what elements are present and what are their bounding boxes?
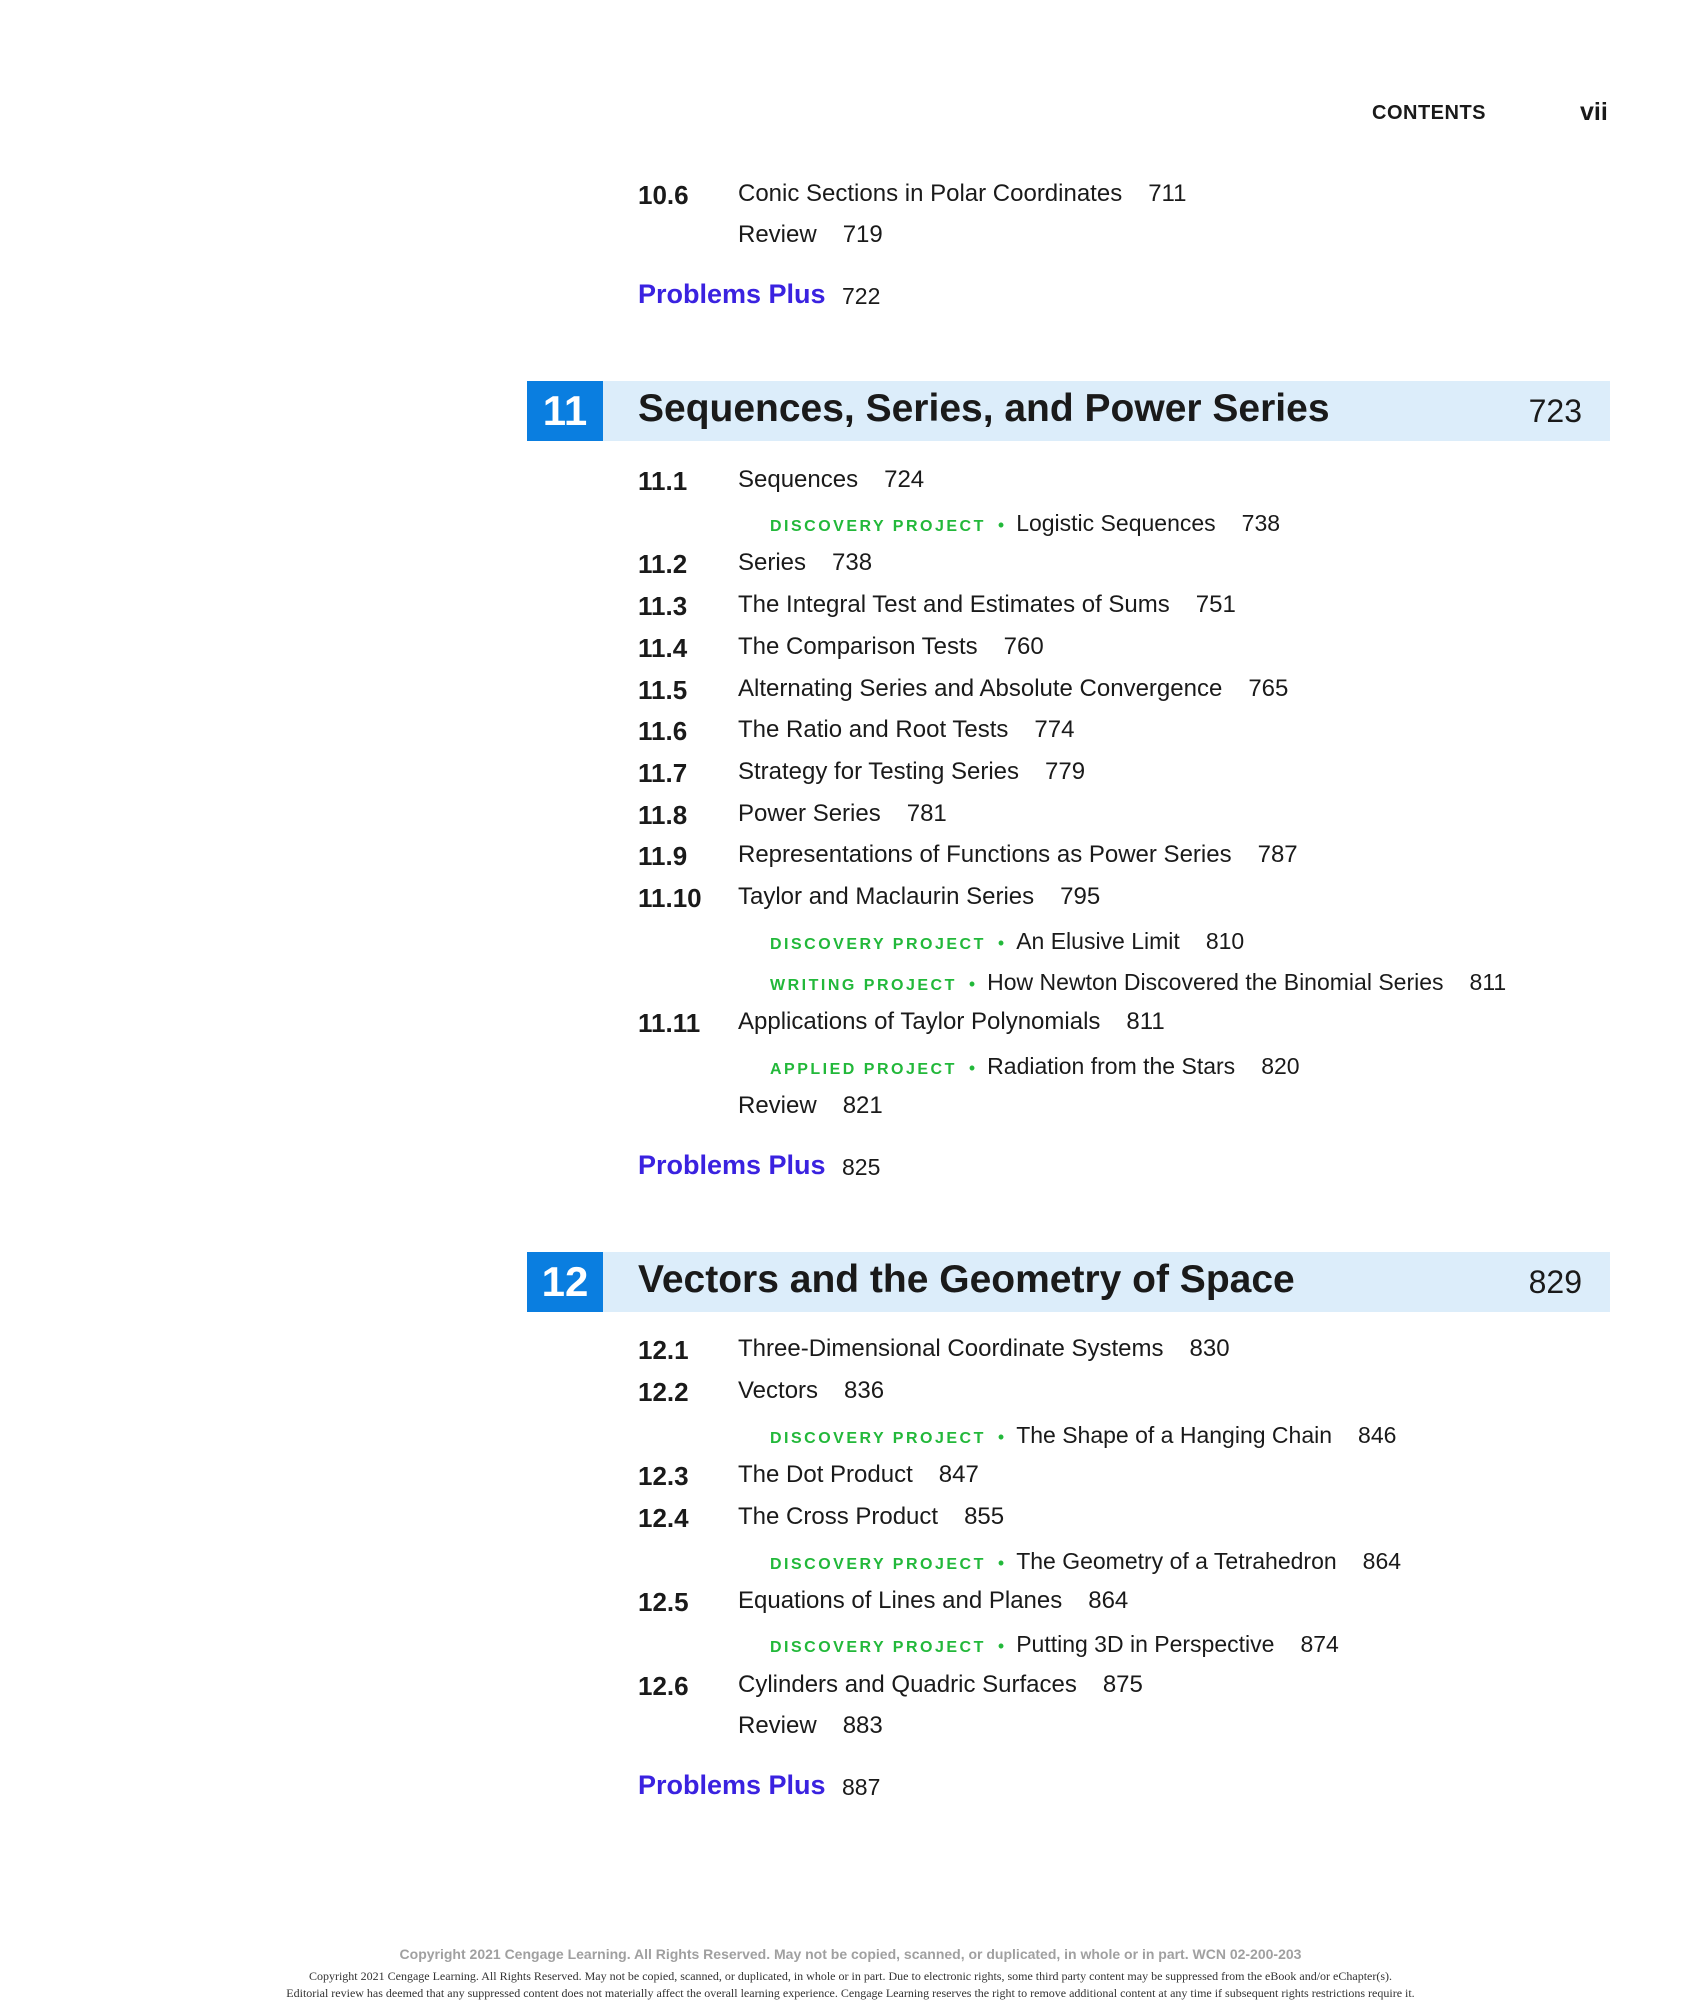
problems-plus-page: 825 [842, 1154, 881, 1180]
review-page: 883 [842, 1712, 883, 1739]
section-page: 836 [844, 1377, 885, 1404]
problems-plus-entry[interactable] [0, 1770, 1701, 1806]
chapter-banner[interactable] [527, 381, 1610, 441]
project-page: 811 [1469, 969, 1507, 995]
copyright-watermark: Copyright 2021 Cengage Learning. All Rights Reserved. May not be copied, scanned, or duplicated, in whole or in part. WCN 02-200-203 [399, 1946, 1302, 1962]
section-title: Cylinders and Quadric Surfaces [738, 1671, 1077, 1698]
toc-entry[interactable] [0, 1503, 1701, 1539]
section-title: Series [738, 549, 807, 576]
section-page: 779 [1045, 758, 1086, 785]
bullet-icon: • [968, 1058, 976, 1078]
section-page: 787 [1257, 841, 1298, 868]
section-page: 847 [938, 1461, 979, 1488]
section-title: Taylor and Maclaurin Series [738, 883, 1035, 910]
toc-entry[interactable] [0, 1587, 1701, 1623]
project-label: DISCOVERY PROJECT [770, 1639, 986, 1656]
section-title: The Integral Test and Estimates of Sums [738, 591, 1170, 618]
project-page: 738 [1241, 510, 1281, 536]
project-title: Putting 3D in Perspective [1016, 1631, 1275, 1657]
section-title: The Ratio and Root Tests [738, 716, 1009, 743]
toc-entry[interactable] [0, 1377, 1701, 1413]
project-entry[interactable] [0, 1629, 1701, 1665]
project-label: DISCOVERY PROJECT [770, 1556, 986, 1573]
toc-entry[interactable] [0, 800, 1701, 836]
bullet-icon: • [997, 1427, 1005, 1447]
toc-entry[interactable] [0, 716, 1701, 752]
toc-entry[interactable] [0, 549, 1701, 585]
project-page: 874 [1300, 1631, 1339, 1657]
section-title: Equations of Lines and Planes [738, 1587, 1063, 1614]
section-title: The Dot Product [738, 1461, 913, 1488]
project-page: 820 [1261, 1053, 1300, 1079]
bullet-icon: • [997, 515, 1005, 535]
section-title: Applications of Taylor Polynomials [738, 1008, 1101, 1035]
section-number: 11.10 [638, 883, 702, 913]
project-entry[interactable] [0, 1420, 1701, 1456]
problems-plus-page: 887 [842, 1774, 881, 1800]
project-label: WRITING PROJECT [770, 977, 957, 994]
toc-entry[interactable] [0, 591, 1701, 627]
problems-plus-label: Problems Plus [638, 1770, 826, 1800]
project-entry[interactable] [0, 1546, 1701, 1582]
section-title: Power Series [738, 800, 881, 827]
section-title: Strategy for Testing Series [738, 758, 1020, 785]
bullet-icon: • [997, 933, 1005, 953]
section-page: 855 [964, 1503, 1005, 1530]
section-number: 11.5 [638, 675, 688, 705]
review-title: Review [738, 1092, 817, 1119]
chapter-page: 723 [1528, 393, 1582, 429]
section-title: Alternating Series and Absolute Convergence [738, 675, 1223, 702]
project-title: Radiation from the Stars [987, 1053, 1236, 1079]
bullet-icon: • [997, 1636, 1005, 1656]
toc-entry-review[interactable] [0, 221, 1701, 257]
project-entry[interactable] [0, 508, 1701, 544]
section-number: 11.1 [638, 466, 688, 496]
section-page: 711 [1148, 180, 1187, 207]
copyright-line: Editorial review has deemed that any suppressed content does not materially affect the overall learning experience. Cengage Learning reserves the right to remove additional content at any time if subsequent rights restrictions require it. [286, 1986, 1415, 2000]
project-page: 864 [1362, 1548, 1402, 1574]
project-label: APPLIED PROJECT [770, 1061, 957, 1078]
project-label: DISCOVERY PROJECT [770, 518, 986, 535]
section-number: 12.5 [638, 1587, 689, 1617]
project-entry[interactable] [0, 967, 1701, 1003]
toc-entry[interactable] [0, 1008, 1701, 1044]
chapter-title: Sequences, Series, and Power Series [638, 387, 1330, 430]
project-title: The Shape of a Hanging Chain [1016, 1422, 1333, 1448]
project-page: 810 [1205, 928, 1245, 954]
toc-entry[interactable] [0, 1671, 1701, 1707]
section-title: The Cross Product [738, 1503, 939, 1530]
chapter-title: Vectors and the Geometry of Space [638, 1258, 1295, 1301]
page-header [0, 100, 1701, 130]
toc-entry-review[interactable] [0, 1092, 1701, 1128]
chapter-number-box: 12 [527, 1252, 603, 1312]
project-title: Logistic Sequences [1016, 510, 1216, 536]
toc-entry[interactable] [0, 758, 1701, 794]
chapter-page: 829 [1528, 1264, 1582, 1300]
section-number: 11.7 [638, 758, 688, 788]
running-head: CONTENTS [1372, 102, 1486, 124]
section-number: 12.3 [638, 1461, 689, 1491]
section-number: 10.6 [638, 180, 689, 210]
project-entry[interactable] [0, 1051, 1701, 1087]
section-number: 11.11 [638, 1008, 701, 1038]
toc-entry[interactable] [0, 180, 1701, 216]
toc-entry[interactable] [0, 883, 1701, 919]
toc-entry[interactable] [0, 1335, 1701, 1371]
section-number: 11.6 [638, 716, 688, 746]
section-number: 12.1 [638, 1335, 689, 1365]
toc-entry[interactable] [0, 841, 1701, 877]
project-entry[interactable] [0, 926, 1701, 962]
section-page: 760 [1003, 633, 1044, 660]
section-page: 751 [1195, 591, 1236, 618]
chapter-banner[interactable] [527, 1252, 1610, 1312]
problems-plus-label: Problems Plus [638, 279, 826, 309]
project-label: DISCOVERY PROJECT [770, 936, 986, 953]
review-page: 821 [842, 1092, 883, 1119]
review-title: Review [738, 1712, 817, 1739]
page-number: vii [1580, 98, 1608, 126]
section-page: 811 [1126, 1008, 1165, 1035]
section-number: 11.2 [638, 549, 688, 579]
section-number: 12.6 [638, 1671, 689, 1701]
toc-entry[interactable] [0, 675, 1701, 711]
section-number: 12.4 [638, 1503, 689, 1533]
review-page: 719 [842, 221, 883, 248]
project-title: The Geometry of a Tetrahedron [1016, 1548, 1337, 1574]
section-number: 11.8 [638, 800, 688, 830]
bullet-icon: • [997, 1553, 1005, 1573]
section-title: Conic Sections in Polar Coordinates [738, 180, 1123, 207]
section-page: 765 [1248, 675, 1289, 702]
section-number: 12.2 [638, 1377, 689, 1407]
section-title: Vectors [738, 1377, 819, 1404]
section-title: Sequences [738, 466, 859, 493]
section-title: The Comparison Tests [738, 633, 978, 660]
copyright-line: Copyright 2021 Cengage Learning. All Rights Reserved. May not be copied, scanned, or duplicated, in whole or in part. Due to electronic rights, some third party content may be suppressed from the eBook and/or eChapter(s). [308, 1969, 1393, 1983]
section-page: 774 [1034, 716, 1075, 743]
toc-entry[interactable] [0, 466, 1701, 502]
section-page: 724 [884, 466, 925, 493]
chapter-number-box: 11 [527, 381, 603, 441]
project-label: DISCOVERY PROJECT [770, 1430, 986, 1447]
toc-entry-review[interactable] [0, 1712, 1701, 1748]
problems-plus-entry[interactable] [0, 279, 1701, 315]
problems-plus-entry[interactable] [0, 1150, 1701, 1186]
toc-entry[interactable] [0, 633, 1701, 669]
bullet-icon: • [968, 974, 976, 994]
copyright-notice [0, 1968, 1701, 2002]
section-number: 11.9 [638, 841, 688, 871]
project-title: How Newton Discovered the Binomial Series [987, 969, 1444, 995]
section-page: 795 [1060, 883, 1101, 910]
section-number: 11.3 [638, 591, 688, 621]
project-page: 846 [1358, 1422, 1397, 1448]
toc-entry[interactable] [0, 1461, 1701, 1497]
section-title: Representations of Functions as Power Series [738, 841, 1232, 868]
section-page: 830 [1189, 1335, 1230, 1362]
project-title: An Elusive Limit [1016, 928, 1180, 954]
problems-plus-label: Problems Plus [638, 1150, 826, 1180]
review-title: Review [738, 221, 817, 248]
section-page: 781 [906, 800, 947, 827]
section-page: 864 [1088, 1587, 1129, 1614]
section-title: Three-Dimensional Coordinate Systems [738, 1335, 1164, 1362]
problems-plus-page: 722 [842, 283, 881, 309]
section-page: 738 [832, 549, 873, 576]
section-number: 11.4 [638, 633, 688, 663]
section-page: 875 [1102, 1671, 1143, 1698]
